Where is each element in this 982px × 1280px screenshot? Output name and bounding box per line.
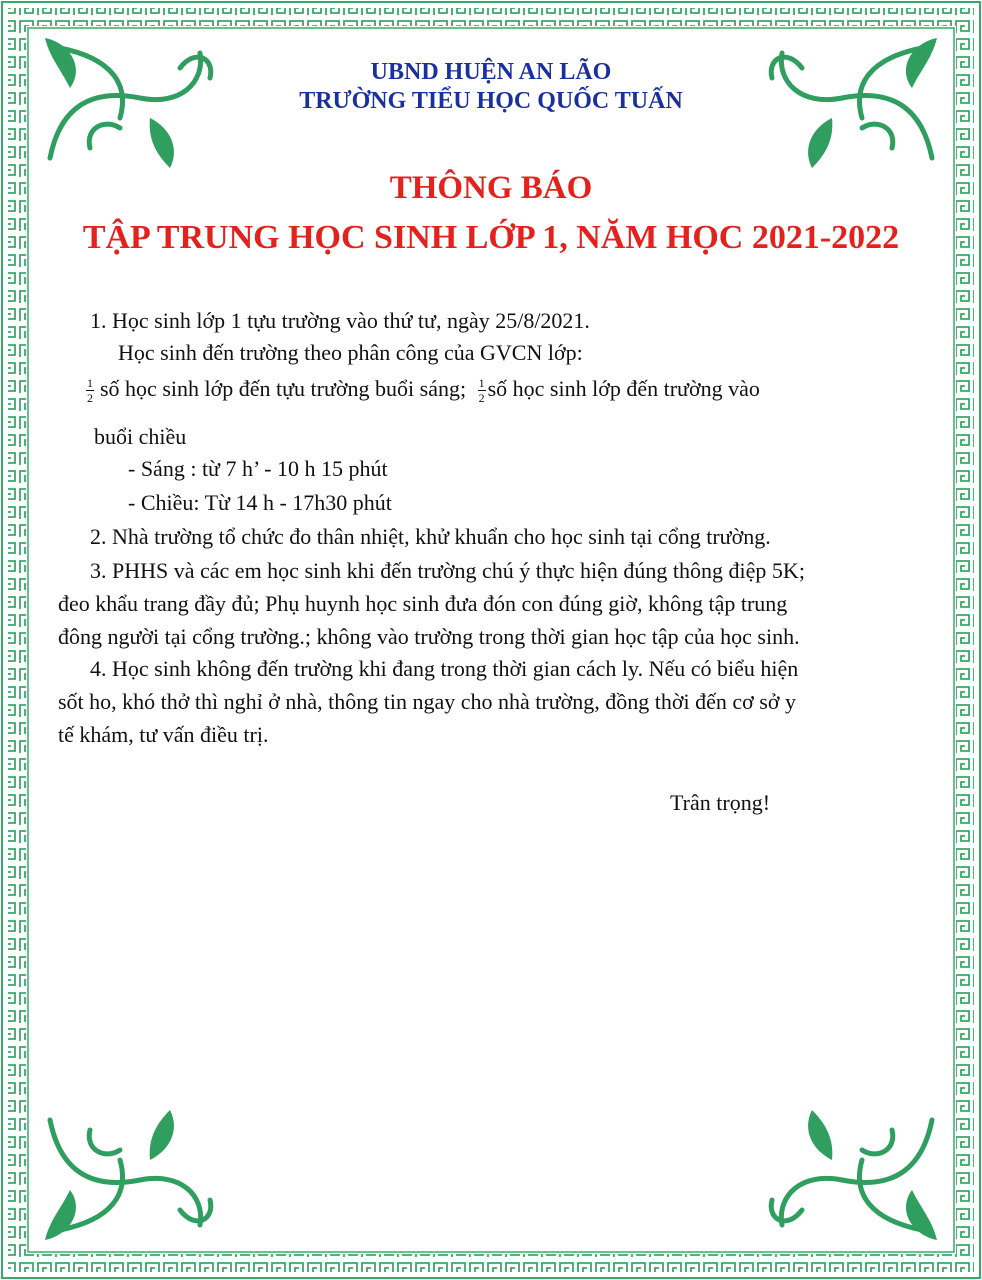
half-afternoon-text: số học sinh lớp đến trường vào [487, 376, 760, 401]
item-4-line-3: tế khám, tư vấn điều trị. [58, 722, 269, 747]
afternoon-word: buổi chiều [94, 424, 187, 449]
fraction-numerator: 1 [87, 376, 93, 391]
notice-title [0, 168, 982, 258]
corner-ornament-bottom-left [30, 1100, 230, 1250]
item-4-line-2: sốt ho, khó thở thì nghỉ ở nhà, thông tin ngay cho nhà trường, đồng thời đến cơ sở y [58, 689, 796, 714]
document-header [0, 58, 982, 116]
item-1-sub: Học sinh đến trường theo phân công của GVCN lớp: [118, 340, 583, 365]
school-name: TRƯỜNG TIỂU HỌC QUỐC TUẤN [299, 88, 683, 114]
item-3-line-2: đeo khẩu trang đầy đủ; Phụ huynh học sinh đưa đón con đúng giờ, không tập trung [58, 591, 788, 616]
fraction-half-1 [86, 376, 94, 405]
item-4-line-1: 4. Học sinh không đến trường khi đang trong thời gian cách ly. Nếu có biểu hiện [90, 656, 799, 681]
fraction-line [86, 373, 760, 405]
item-3-line-3: đông người tại cổng trường.; không vào trường trong thời gian học tập của học sinh. [58, 624, 800, 649]
half-morning-text: số học sinh lớp đến tựu trường buổi sáng; [100, 376, 467, 401]
morning-schedule: - Sáng : từ 7 h’ - 10 h 15 phút [128, 456, 388, 481]
item-3-line-1: 3. PHHS và các em học sinh khi đến trường chú ý thực hiện đúng thông điệp 5K; [90, 558, 805, 583]
district-name: UBND HUỆN AN LÃO [370, 59, 612, 85]
title-line-1: THÔNG BÁO [389, 170, 593, 206]
fraction-half-2 [478, 376, 486, 405]
item-2: 2. Nhà trường tổ chức đo thân nhiệt, khử khuẩn cho học sinh tại cổng trường. [90, 524, 771, 549]
fraction-denominator: 2 [87, 391, 93, 406]
fraction-denominator: 2 [478, 391, 485, 406]
afternoon-schedule: - Chiều: Từ 14 h - 17h30 phút [128, 490, 392, 515]
item-1: 1. Học sinh lớp 1 tựu trường vào thứ tư, ngày 25/8/2021. [90, 308, 590, 333]
title-line-2: TẬP TRUNG HỌC SINH LỚP 1, NĂM HỌC 2021-2022 [82, 219, 900, 256]
closing-regards: Trân trọng! [670, 790, 771, 815]
corner-ornament-bottom-right [752, 1100, 952, 1250]
fraction-numerator: 1 [478, 376, 485, 391]
